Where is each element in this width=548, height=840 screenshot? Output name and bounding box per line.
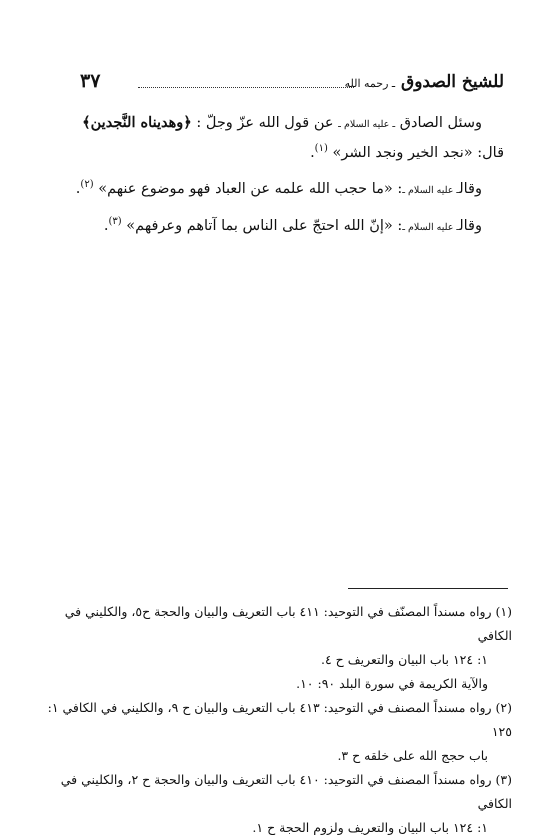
footnote-separator bbox=[348, 588, 508, 589]
running-title bbox=[345, 72, 504, 92]
p1-text-end: قال: «نجد الخير ونجد الشر» bbox=[332, 145, 504, 161]
p1-text-start: وسئل الصادق bbox=[395, 115, 482, 131]
p3-honorific: ـ عليه السلام ـ bbox=[402, 222, 460, 233]
p2-text-start: وقال bbox=[459, 181, 482, 197]
running-title-text: للشيخ الصدوق bbox=[401, 72, 504, 92]
header-dotted-leader bbox=[138, 87, 354, 88]
footnote-ref-3: (٣) bbox=[108, 216, 122, 228]
main-text bbox=[60, 108, 504, 242]
footnote-1-line-1: (١) رواه مسنداً المصنّف في التوحيد: ٤١١ باب التعريف والبيان والحجة ح٥، والكليني في الكافي bbox=[64, 604, 512, 643]
footnote-1-line-2: ١: ١٢٤ باب البيان والتعريف ح ٤. bbox=[320, 652, 488, 667]
p1-honorific: ـ عليه السلام ـ bbox=[338, 119, 396, 130]
p3-text-end: : «إنّ الله احتجّ على الناس بما آتاهم وعرفهم» bbox=[126, 218, 403, 234]
footnote-3-line-1: (٣) رواه مسنداً المصنف في التوحيد: ٤١٠ باب التعريف والبيان والحجة ح ٢، والكليني في الكافي bbox=[60, 772, 512, 811]
footnote-2-line-1: (٢) رواه مسنداً المصنف في التوحيد: ٤١٣ باب التعريف والبيان ح ٩، والكليني في الكافي ١: ١٢٥ bbox=[47, 700, 512, 739]
p2-honorific: ـ عليه السلام ـ bbox=[402, 185, 460, 196]
paragraph-3: وقالـ عليه السلام ـ: «إنّ الله احتجّ على الناس بما آتاهم وعرفهم» $^{(٣)}$. bbox=[103, 216, 482, 234]
footnote-1-line-3: والآية الكريمة في سورة البلد ٩٠: ١٠. bbox=[296, 676, 488, 691]
footnote-ref-2: (٢) bbox=[80, 179, 94, 191]
p2-text-end: : «ما حجب الله علمه عن العباد فهو موضوع عنهم» bbox=[98, 181, 403, 197]
footnote-ref-1: (١) bbox=[314, 143, 328, 155]
running-title-honorific: ـ رحمه الله bbox=[344, 77, 396, 90]
p3-text-start: وقال bbox=[459, 218, 482, 234]
paragraph-1 bbox=[60, 108, 504, 139]
p1-text-mid: عن قول الله عزّ وجلّ : bbox=[191, 115, 339, 131]
footnote-3-line-2: ١: ١٢٤ باب البيان والتعريف ولزوم الحجة ح ١. bbox=[252, 820, 488, 835]
page-header bbox=[80, 70, 504, 100]
paragraph-2: وقالـ عليه السلام ـ: «ما حجب الله علمه عن العباد فهو موضوع عنهم» $^{(٢)}$. bbox=[75, 179, 482, 197]
quran-verse: ﴿وهديناه النَّجدين﴾ bbox=[82, 114, 192, 131]
paragraph-1-cont: قال: «نجد الخير ونجد الشر» $^{(١)}$. bbox=[310, 143, 504, 161]
page-number: ٣٧ bbox=[80, 70, 101, 92]
footnotes bbox=[38, 600, 512, 840]
footnote-2-line-2: باب حجج الله على خلقه ح ٣. bbox=[337, 748, 488, 763]
